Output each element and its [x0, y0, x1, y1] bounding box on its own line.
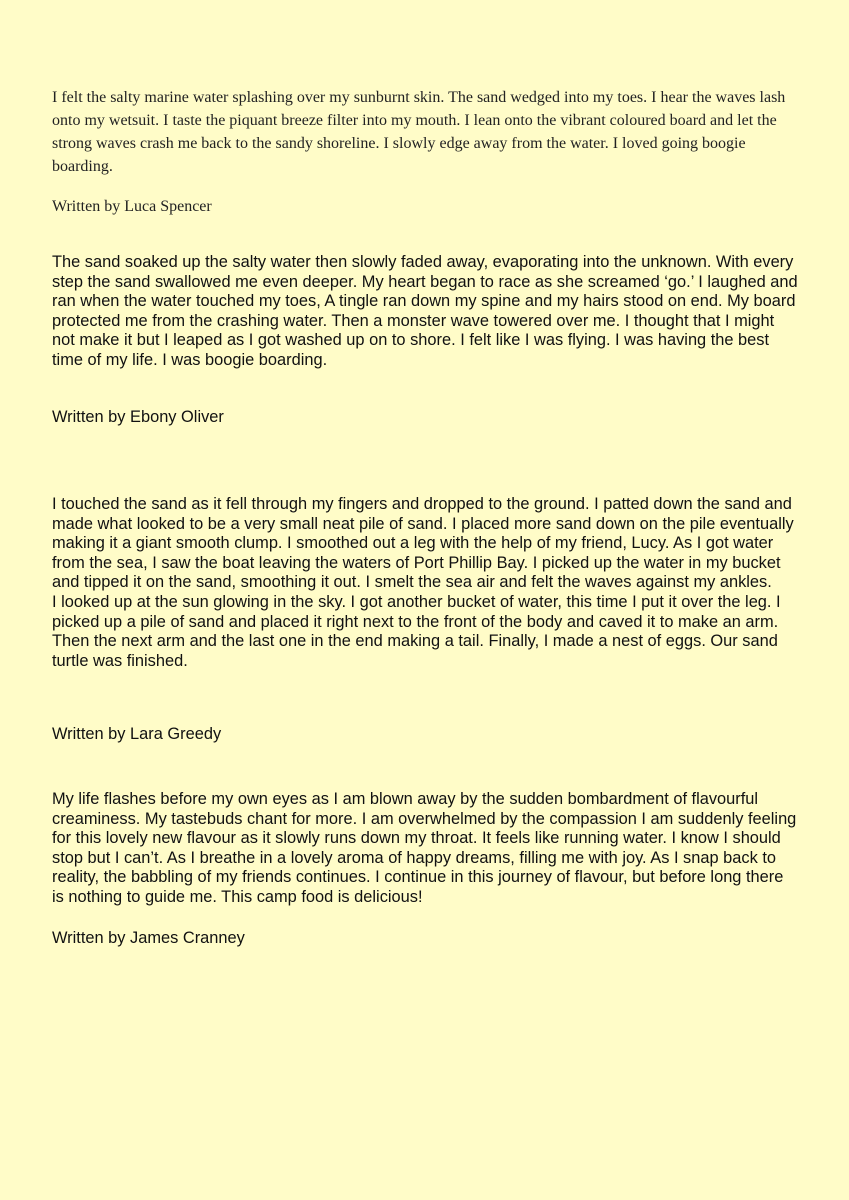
author-line: Written by James Cranney — [52, 929, 245, 947]
story-3-author — [52, 725, 798, 745]
story-1-author — [52, 195, 798, 218]
story-4 — [52, 790, 798, 908]
author-line: Written by Luca Spencer — [52, 198, 212, 215]
story-3 — [52, 495, 798, 671]
story-1 — [52, 86, 798, 178]
story-2-paragraph-1: The sand soaked up the salty water then slowly faded away, evaporating into the unknown. With every step the sand swallowed me even deeper. My heart began to race as she screamed ‘go.’ I laughed and ran when the water touched my toes, A tingle ran down my spine and my hairs stood on end. My board protected me from the crashing water. Then a monster wave towered over me. I thought that I might not make it but I leaped as I got washed up on to shore. I felt like I was flying. I was having the best time of my life. I was boogie boarding. — [52, 253, 798, 369]
story-4-paragraph-1: My life flashes before my own eyes as I am blown away by the sudden bombardment of flavourful creaminess. My tastebuds chant for more. I am overwhelmed by the compassion I am suddenly feeling for this lovely new flavour as it slowly runs down my throat. It feels like running water. I know I should stop but I can’t. As I breathe in a lovely aroma of happy dreams, filling me with joy. As I snap back to reality, the babbling of my friends continues. I continue in this journey of flavour, but before long there is nothing to guide me. This camp food is delicious! — [52, 790, 797, 906]
story-2 — [52, 253, 798, 371]
author-line: Written by Lara Greedy — [52, 725, 222, 743]
author-line: Written by Ebony Oliver — [52, 408, 224, 426]
story-2-author — [52, 408, 798, 428]
story-4-author — [52, 929, 798, 949]
story-3-paragraph-1: I touched the sand as it fell through my fingers and dropped to the ground. I patted down the sand and made what looked to be a very small neat pile of sand. I placed more sand down on the pile eventually making it a giant smooth clump. I smoothed out a leg with the help of my friend, Lucy. As I got water from the sea, I saw the boat leaving the waters of Port Phillip Bay. I picked up the water in my bucket and tipped it on the sand, smoothing it out. I smelt the sea air and felt the waves against my ankles. — [52, 495, 794, 592]
story-3-paragraph-2: I looked up at the sun glowing in the sky. I got another bucket of water, this time I put it over the leg. I picked up a pile of sand and placed it right next to the front of the body and caved it to make an arm. Then the next arm and the last one in the end making a tail. Finally, I made a nest of eggs. Our sand turtle was finished. — [52, 592, 781, 670]
story-1-paragraph-1: I felt the salty marine water splashing over my sunburnt skin. The sand wedged into my toes. I hear the waves lash onto my wetsuit. I taste the piquant breeze filter into my mouth. I lean onto the vibrant coloured board and let the strong waves crash me back to the sandy shoreline. I slowly edge away from the water. I loved going boogie boarding. — [52, 89, 786, 175]
